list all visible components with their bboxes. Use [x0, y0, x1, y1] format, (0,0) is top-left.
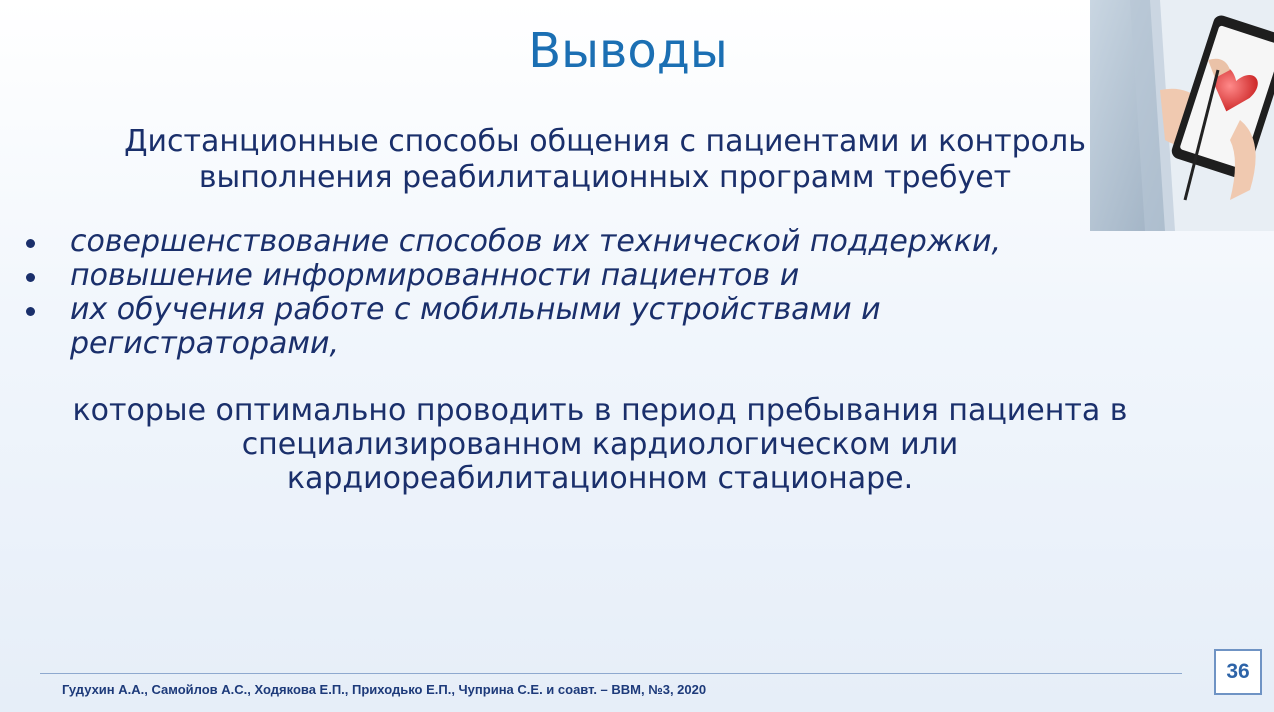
- doctor-tablet-heart-photo-icon: [1090, 0, 1274, 231]
- bullet-list: [18, 225, 1078, 361]
- bullet-item: [18, 225, 1078, 259]
- bullet-dot-icon: [26, 307, 35, 316]
- footer-divider: [40, 673, 1182, 674]
- bullet-dot-icon: [26, 273, 35, 282]
- bullet-item: [18, 259, 1078, 293]
- closing-line: которые оптимально проводить в период пребывания пациента в: [72, 393, 1128, 428]
- intro-line: выполнения реабилитационных программ требует: [198, 160, 1012, 195]
- bullet-item: [18, 293, 1078, 361]
- footer-citation: Гудухин А.А., Самойлов А.С., Ходякова Е.П., Приходько Е.П., Чуприна С.Е. и соавт. – ВВМ, №3, 2020: [62, 682, 707, 697]
- page-number: 36: [1214, 649, 1262, 695]
- intro-text: [60, 124, 1150, 196]
- bullet-dot-icon: [26, 239, 35, 248]
- bullet-text: их обучения работе с мобильными устройствами и регистраторами,: [70, 292, 881, 361]
- bullet-text: совершенствование способов их технической поддержки,: [70, 224, 1002, 259]
- closing-line: кардиореабилитационном стационаре.: [286, 461, 914, 496]
- closing-line: специализированном кардиологическом или: [241, 427, 959, 462]
- intro-line: Дистанционные способы общения с пациентами и контроль: [124, 124, 1086, 159]
- closing-text: [60, 394, 1140, 496]
- bullet-text: повышение информированности пациентов и: [70, 258, 800, 293]
- slide-title: Выводы: [528, 23, 728, 79]
